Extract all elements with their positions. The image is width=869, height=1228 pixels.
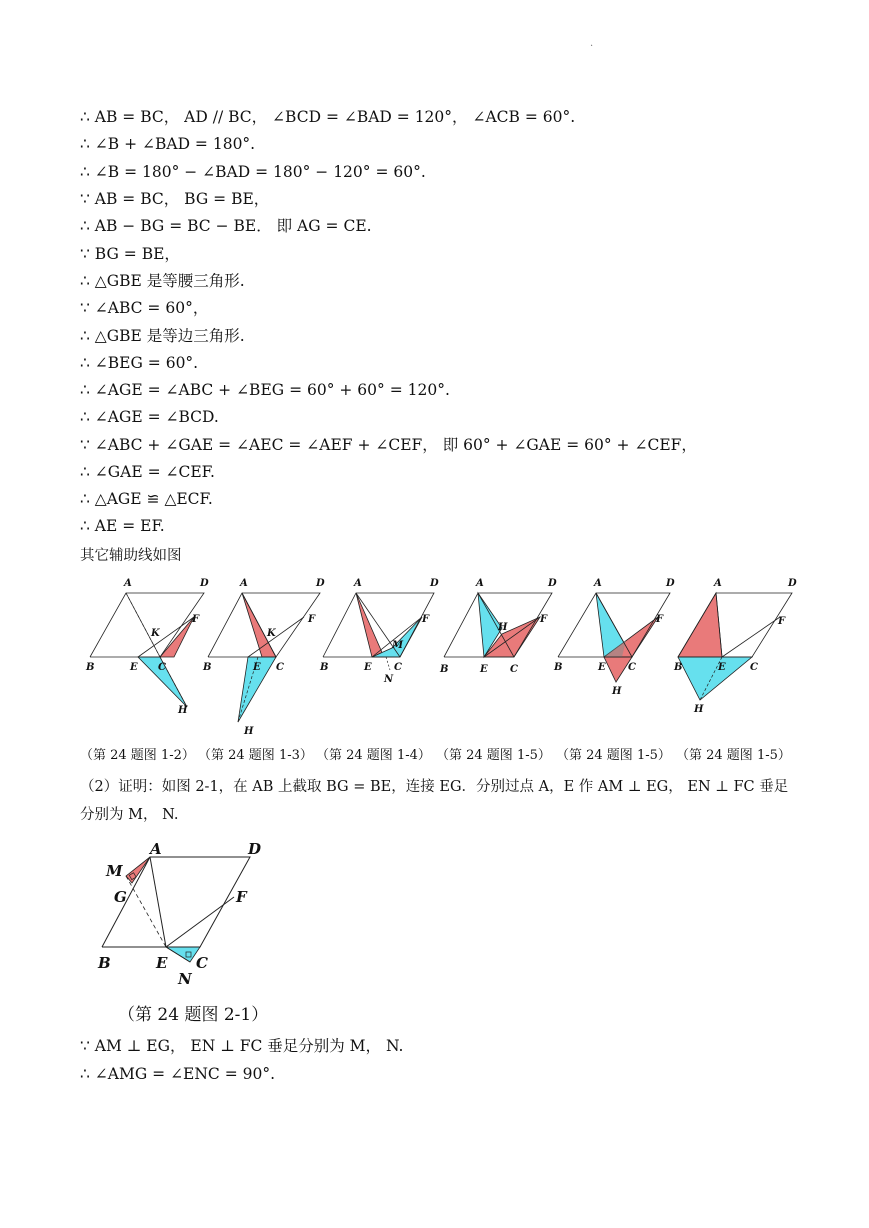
label-F: F (236, 888, 247, 906)
label-K: K (267, 628, 276, 639)
caption-1-5-a: （第 24 题图 1-5） (436, 748, 551, 763)
label-H: H (694, 704, 704, 715)
label-B: B (674, 662, 683, 673)
label-D: D (248, 840, 262, 858)
proof-line-5: ∴ AB − BG = BC − BE． 即 AG = CE. (80, 217, 372, 235)
figure-2-1 (90, 840, 280, 1004)
label-C: C (158, 662, 166, 673)
label-E: E (364, 662, 372, 673)
label-B: B (203, 662, 212, 673)
caption-1-4: （第 24 题图 1-4） (316, 748, 431, 763)
label-H: H (244, 726, 254, 737)
figure-1-5-c-diagram (672, 570, 798, 740)
figure-1-5-a (434, 570, 557, 740)
caption-1-2: （第 24 题图 1-2） (80, 748, 195, 763)
caption-1-5-c: （第 24 题图 1-5） (676, 748, 791, 763)
figure-1-5-c (672, 570, 797, 740)
label-B: B (320, 662, 329, 673)
label-A: A (714, 578, 722, 589)
label-A: A (150, 840, 162, 858)
proof-line-15: ∴ △AGE ≌ △ECF. (80, 490, 213, 508)
proof-line-8: ∵ ∠ABC = 60°， (80, 299, 209, 317)
label-E: E (480, 664, 488, 675)
final-line-1: ∵ AM ⊥ EG， EN ⊥ FC 垂足分别为 M， N. (80, 1037, 404, 1055)
other-aux-note: 其它辅助线如图 (80, 548, 182, 564)
label-H: H (178, 705, 188, 716)
figure-1-4 (318, 570, 439, 740)
label-A: A (240, 578, 248, 589)
proof-line-10: ∴ ∠BEG = 60°. (80, 354, 199, 372)
figure-1-5-a-diagram (434, 570, 557, 740)
figure-1-5-b (552, 570, 675, 740)
proof-line-3: ∴ ∠B = 180° − ∠BAD = 180° − 120° = 60°. (80, 163, 426, 181)
proof-line-14: ∴ ∠GAE = ∠CEF. (80, 463, 215, 481)
label-C: C (276, 662, 284, 673)
label-F: F (192, 614, 200, 625)
figure-1-2-diagram (78, 570, 209, 740)
label-D: D (430, 578, 439, 589)
label-H: H (612, 686, 622, 697)
proof-line-4: ∵ AB = BC， BG = BE， (80, 190, 270, 208)
proof-line-6: ∵ BG = BE， (80, 245, 180, 263)
label-D: D (666, 578, 675, 589)
auxiliary-figures-row (78, 570, 798, 740)
figure-1-3-diagram (198, 570, 325, 740)
label-A: A (594, 578, 602, 589)
label-B: B (440, 664, 449, 675)
label-D: D (316, 578, 325, 589)
label-E: E (156, 954, 168, 972)
label-E: E (718, 662, 726, 673)
label-A: A (124, 578, 132, 589)
label-C: C (628, 662, 636, 673)
proof-line-1: ∴ AB = BC， AD // BC， ∠BCD = ∠BAD = 120°， ∠ACB = 60°. (80, 108, 576, 126)
proof-line-11: ∴ ∠AGE = ∠ABC + ∠BEG = 60° + 60° = 120°. (80, 381, 450, 399)
label-C: C (510, 664, 518, 675)
label-C: C (196, 954, 208, 972)
label-A: A (354, 578, 362, 589)
part2-line-2: 分别为 M， N. (80, 807, 179, 823)
figure-1-4-diagram (318, 570, 438, 740)
label-E: E (253, 662, 261, 673)
label-D: D (548, 578, 557, 589)
proof-line-13: ∵ ∠ABC + ∠GAE = ∠AEC = ∠AEF + ∠CEF， 即 60° + ∠GAE = 60° + ∠CEF， (80, 436, 697, 454)
label-F: F (656, 614, 664, 625)
label-E: E (598, 662, 606, 673)
label-D: D (788, 578, 797, 589)
part2-line-1: （2）证明：如图 2-1，在 AB 上截取 BG = BE，连接 EG．分别过点 A，E 作 AM ⊥ EG， EN ⊥ FC 垂足 (80, 779, 789, 795)
proof-line-7: ∴ △GBE 是等腰三角形. (80, 272, 245, 290)
label-M: M (106, 862, 123, 880)
proof-line-9: ∴ △GBE 是等边三角形. (80, 327, 245, 345)
label-H: H (498, 622, 508, 633)
label-B: B (98, 954, 111, 972)
label-F: F (422, 614, 430, 625)
label-E: E (130, 662, 138, 673)
label-A: A (476, 578, 484, 589)
label-B: B (554, 662, 563, 673)
label-F: F (540, 614, 548, 625)
proof-line-16: ∴ AE = EF. (80, 517, 165, 535)
label-C: C (750, 662, 758, 673)
figure-1-5-b-diagram (552, 570, 675, 740)
label-F: F (308, 614, 316, 625)
figure-2-1-caption: （第 24 题图 2-1） (118, 1005, 269, 1025)
label-D: D (200, 578, 209, 589)
label-N: N (384, 674, 394, 685)
label-N: N (178, 970, 192, 988)
label-F: F (778, 616, 786, 627)
label-K: K (151, 628, 160, 639)
figure-2-1-diagram (90, 840, 280, 1000)
proof-line-12: ∴ ∠AGE = ∠BCD. (80, 408, 219, 426)
label-M: M (392, 640, 404, 651)
label-B: B (86, 662, 95, 673)
header-mark: . (590, 38, 594, 49)
caption-1-5-b: （第 24 题图 1-5） (556, 748, 671, 763)
label-G: G (114, 888, 127, 906)
label-C: C (394, 662, 402, 673)
figure-1-2 (78, 570, 209, 740)
caption-1-3: （第 24 题图 1-3） (198, 748, 313, 763)
final-line-2: ∴ ∠AMG = ∠ENC = 90°. (80, 1065, 276, 1083)
proof-line-2: ∴ ∠B + ∠BAD = 180°. (80, 135, 256, 153)
figure-1-3 (198, 570, 325, 740)
